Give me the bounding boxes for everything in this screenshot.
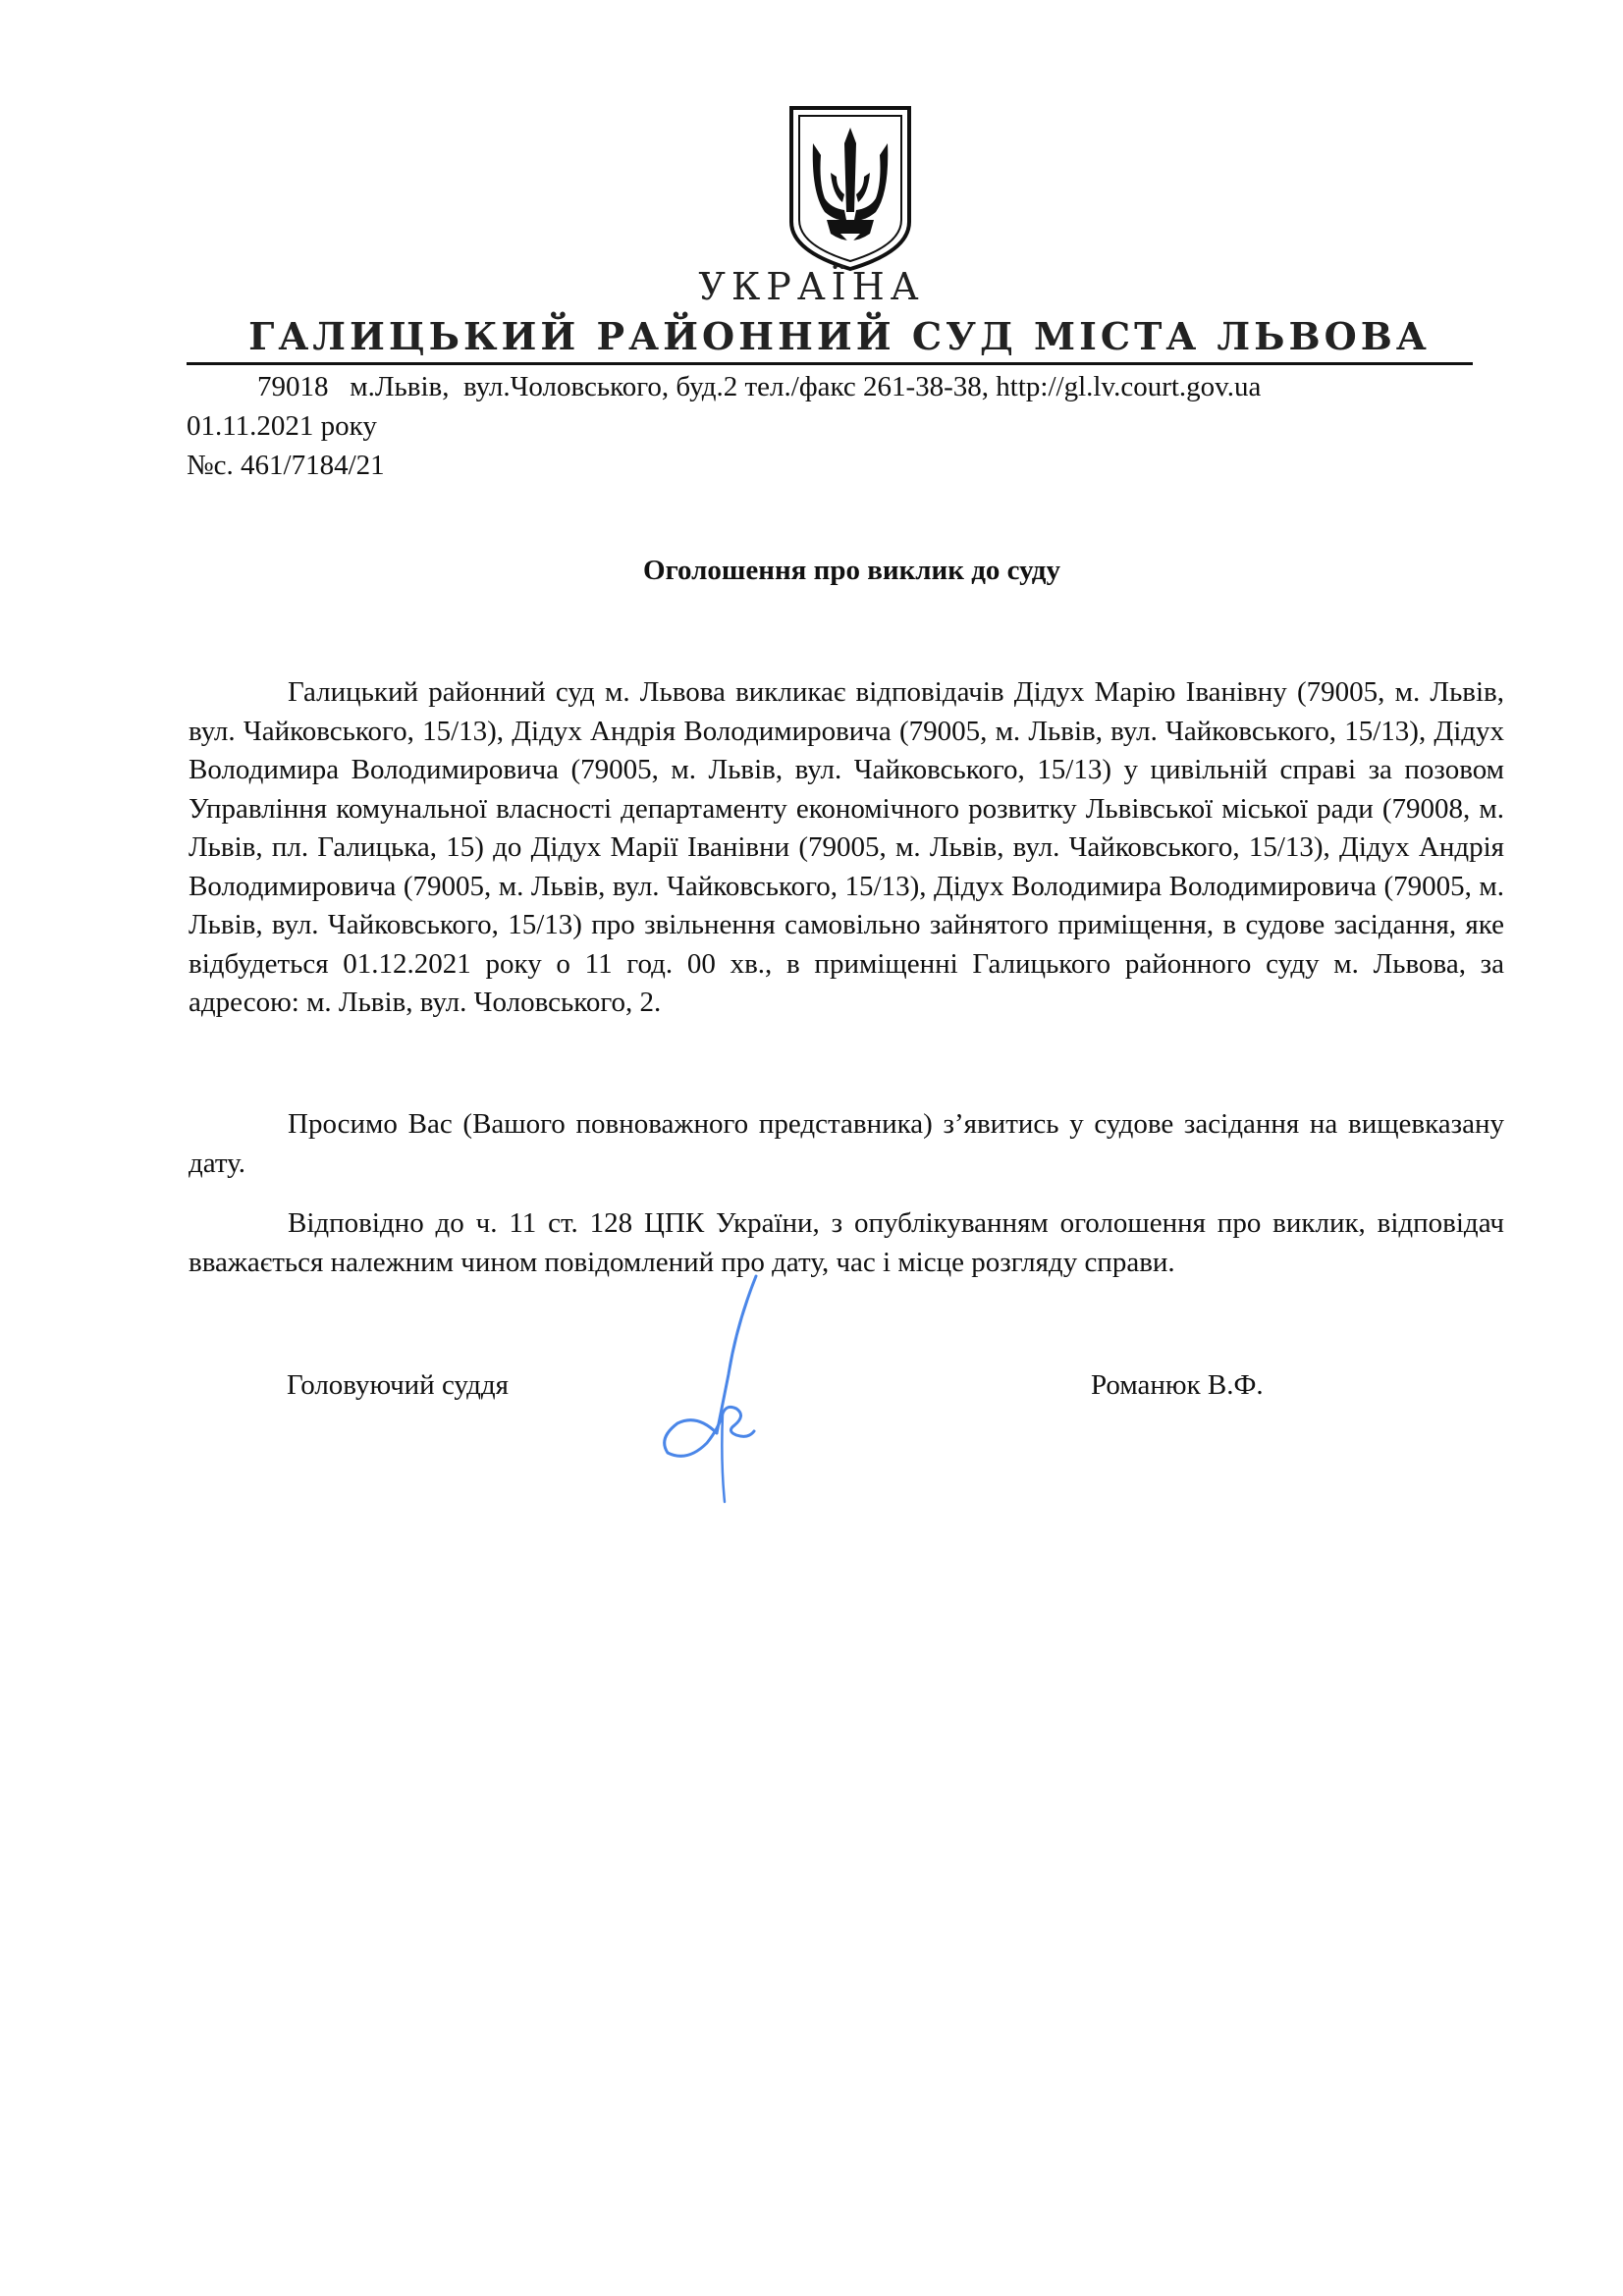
case-number: №с. 461/7184/21 [187, 450, 385, 481]
paragraph-summons: Галицький районний суд м. Львова викликає відповідачів Дідух Марію Іванівну (79005, м. Львів, вул. Чайковського, 15/13), Дідух Андрія Володимировича (79005, м. Львів, вул. Чайковського, 15/13), Дідух Володимира Володимировича (79005, м. Львів, вул. Чайковського, 15/13) у цивільній справі за позовом Управління комунальної власності департаменту економічного розвитку Львівської міської ради (79008, м. Львів, пл. Галицька, 15) до Дідух Марії Іванівни (79005, м. Львів, вул. Чайковського, 15/13), Дідух Андрія Володимировича (79005, м. Львів, вул. Чайковського, 15/13), Дідух Володимира Володимировича (79005, м. Львів, вул. Чайковського, 15/13) про звільнення самовільно зайнятого приміщення, в судове засідання, яке відбудеться 01.12.2021 року о 11 год. 00 хв., в приміщенні Галицького районного суду м. Львова, за адресою: м. Львів, вул. Чоловського, 2. [189, 676, 1504, 1018]
document-date: 01.11.2021 року [187, 410, 377, 442]
signer-role: Головуючий суддя [287, 1369, 509, 1401]
handwritten-signature [638, 1266, 785, 1512]
header-divider [187, 362, 1473, 365]
court-address: 79018 м.Львів, вул.Чоловського, буд.2 тел./факс 261-38-38, http://gl.lv.court.gov.ua [257, 371, 1262, 402]
trident-coat-of-arms-icon [787, 104, 913, 273]
paragraph-legal-notice: Відповідно до ч. 11 ст. 128 ЦПК України, з опублікуванням оголошення про виклик, відповідач вважається належним чином повідомлений про дату, час і місце розгляду справи. [189, 1207, 1504, 1278]
document-title: Оголошення про виклик до суду [643, 555, 1060, 586]
signer-name: Романюк В.Ф. [1091, 1369, 1264, 1401]
paragraph-request: Просимо Вас (Вашого повноважного представника) з’явитись у судове засідання на вищевказану дату. [189, 1108, 1504, 1179]
country-heading: УКРАЇНА [698, 265, 925, 308]
court-name-heading: ГАЛИЦЬКИЙ РАЙОННИЙ СУД МІСТА ЛЬВОВА [248, 314, 1431, 358]
